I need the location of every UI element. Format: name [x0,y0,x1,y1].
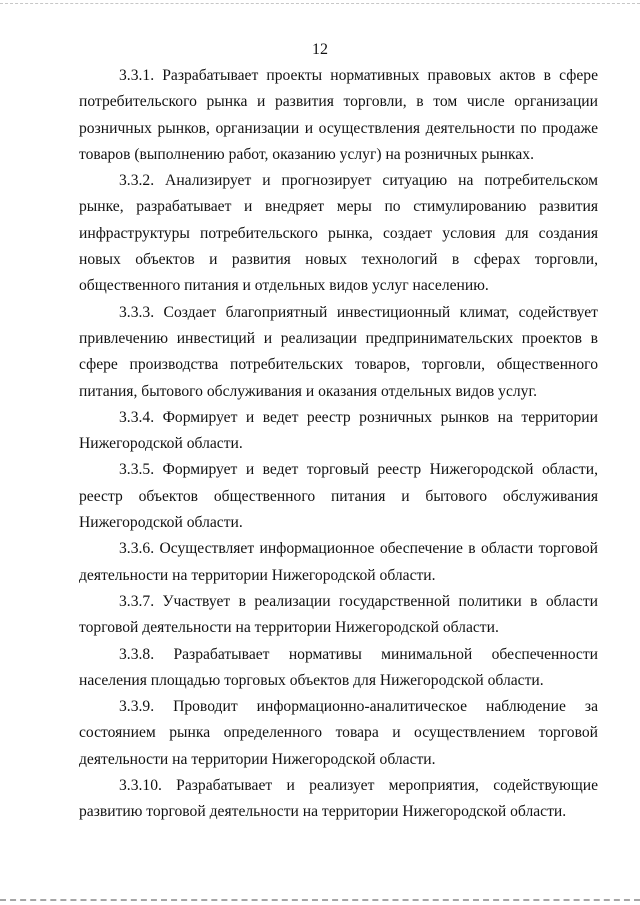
paragraph-3-3-1: 3.3.1. Разрабатывает проекты нормативных правовых актов в сфере потребительского рынка и развития торговли, в том числе организации розничных рынков, организации и осуществления деятельности по продаже товаров (выполнению работ, оказанию услуг) на розничных рынках. [79,67,598,163]
paragraph-3-3-9: 3.3.9. Проводит информационно-аналитическое наблюдение за состоянием рынка определенного товара и осуществлением торговой деятельности на территории Нижегородской области. [79,698,598,768]
document-body [79,63,598,826]
paragraph-3-3-7: 3.3.7. Участвует в реализации государственной политики в области торговой деятельности на территории Нижегородской области. [79,592,598,637]
paragraph-3-3-2: 3.3.2. Анализирует и прогнозирует ситуацию на потребительском рынке, разрабатывает и внедряет меры по стимулированию развития инфраструктуры потребительского рынка, создает условия для создания новых объектов и развития новых технологий в сферах торговли, общественного питания и отдельных видов услуг населению. [79,172,598,295]
scan-edge-bottom [0,899,640,902]
paragraph-3-3-8: 3.3.8. Разрабатывает нормативы минимальной обеспеченности населения площадью торговых объектов для Нижегородской области. [79,645,598,689]
paragraph-3-3-3: 3.3.3. Создает благоприятный инвестиционный климат, содействует привлечению инвестиций и реализации предпринимательских проектов в сфере производства потребительских товаров, торговли, общественного питания, бытового обслуживания и оказания отдельных видов услуг. [79,303,598,400]
scan-edge-top [0,3,640,5]
paragraph-3-3-5: 3.3.5. Формирует и ведет торговый реестр Нижегородской области, реестр объектов общественного питания и бытового обслуживания Нижегородской области. [79,461,598,532]
paragraph-3-3-4: 3.3.4. Формирует и ведет реестр розничных рынков на территории Нижегородской области. [79,408,598,453]
page-number: 12 [312,41,328,58]
paragraph-3-3-10: 3.3.10. Разрабатывает и реализует мероприятия, содействующие развитию торговой деятельности на территории Нижегородской области. [79,777,598,821]
paragraph-3-3-6: 3.3.6. Осуществляет информационное обеспечение в области торговой деятельности на территории Нижегородской области. [79,540,598,584]
